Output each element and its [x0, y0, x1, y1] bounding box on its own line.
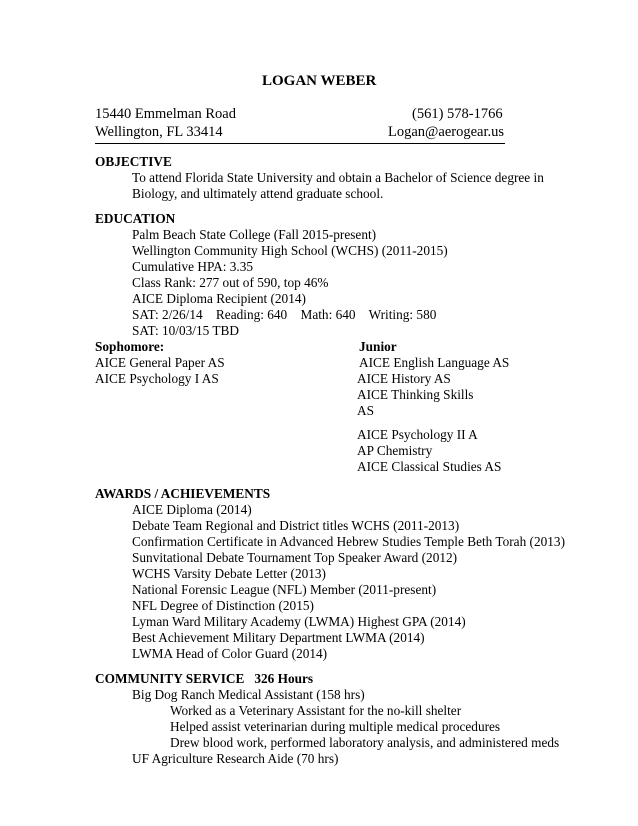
award-item: Debate Team Regional and District titles WCHS (2011-2013) [132, 518, 460, 533]
community-job: Big Dog Ranch Medical Assistant (158 hrs) [132, 687, 365, 702]
award-item: AICE Diploma (2014) [132, 502, 252, 517]
sophomore-course: AICE General Paper AS [95, 355, 225, 370]
junior-course: AP Chemistry [357, 443, 433, 458]
community-job-detail: Helped assist veterinarian during multiple medical procedures [170, 719, 501, 734]
junior-course: AICE Psychology II A [357, 427, 478, 442]
junior-course: AICE English Language AS [359, 355, 510, 370]
education-line: Palm Beach State College (Fall 2015-present) [132, 227, 377, 242]
award-item: National Forensic League (NFL) Member (2011-present) [132, 582, 437, 597]
education-line: AICE Diploma Recipient (2014) [132, 291, 306, 306]
award-item: Confirmation Certificate in Advanced Hebrew Studies Temple Beth Torah (2013) [132, 534, 566, 549]
junior-heading: Junior [359, 339, 397, 354]
junior-course: AICE History AS [357, 371, 451, 386]
address-line2: Wellington, FL 33414 [95, 124, 223, 140]
community-job-detail: Drew blood work, performed laboratory analysis, and administered meds [170, 735, 560, 750]
education-line: SAT: 10/03/15 TBD [132, 323, 239, 338]
award-item: Sunvitational Debate Tournament Top Speaker Award (2012) [132, 550, 458, 565]
sophomore-course: AICE Psychology I AS [95, 371, 219, 386]
education-line: SAT: 2/26/14 Reading: 640 Math: 640 Writing: 580 [132, 307, 437, 322]
resume-name: LOGAN WEBER [262, 73, 377, 89]
award-item: Lyman Ward Military Academy (LWMA) Highest GPA (2014) [132, 614, 466, 629]
address-line1: 15440 Emmelman Road [95, 106, 236, 122]
phone-number: (561) 578-1766 [412, 106, 503, 122]
objective-line: To attend Florida State University and obtain a Bachelor of Science degree in [132, 170, 544, 185]
education-line: Class Rank: 277 out of 590, top 46% [132, 275, 329, 290]
education-line: Cumulative HPA: 3.35 [132, 259, 254, 274]
education-line: Wellington Community High School (WCHS) (2011-2015) [132, 243, 448, 258]
award-item: Best Achievement Military Department LWMA (2014) [132, 630, 425, 645]
sophomore-heading: Sophomore: [95, 339, 165, 354]
community-job: UF Agriculture Research Aide (70 hrs) [132, 751, 339, 766]
header-divider [95, 143, 505, 144]
education-heading: EDUCATION [95, 211, 176, 226]
award-item: WCHS Varsity Debate Letter (2013) [132, 566, 326, 581]
community-job-detail: Worked as a Veterinary Assistant for the no-kill shelter [170, 703, 462, 718]
junior-course: AS [357, 403, 374, 418]
objective-line: Biology, and ultimately attend graduate school. [132, 186, 384, 201]
junior-course: AICE Thinking Skills [357, 387, 474, 402]
junior-course: AICE Classical Studies AS [357, 459, 502, 474]
award-item: NFL Degree of Distinction (2015) [132, 598, 314, 613]
award-item: LWMA Head of Color Guard (2014) [132, 646, 328, 661]
objective-heading: OBJECTIVE [95, 154, 172, 169]
email-address: Logan@aerogear.us [388, 124, 505, 140]
awards-heading: AWARDS / ACHIEVEMENTS [95, 486, 271, 501]
community-heading: COMMUNITY SERVICE 326 Hours [95, 671, 314, 686]
